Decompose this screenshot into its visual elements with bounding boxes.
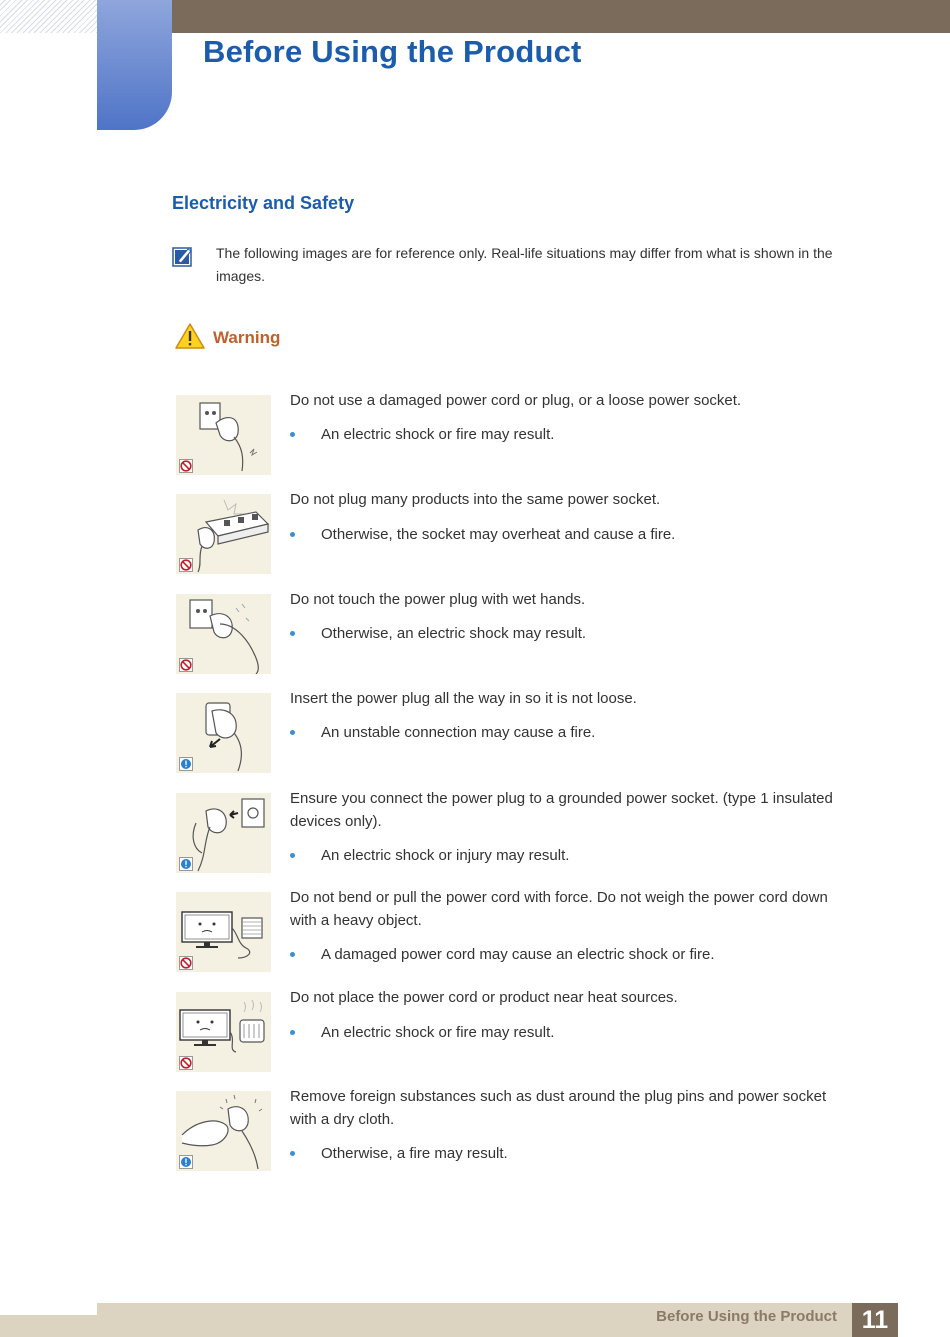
bullet-dot — [290, 631, 295, 636]
item-illustration — [176, 793, 271, 873]
item-text: Insert the power plug all the way in so it is not loose. — [290, 690, 637, 707]
safety-item — [176, 790, 876, 875]
warning-triangle-icon — [175, 323, 205, 349]
prohibited-icon — [179, 459, 193, 473]
note-text: The following images are for reference only. Real-life situations may differ from what is shown in the images. — [216, 245, 833, 284]
mandatory-icon — [179, 857, 193, 871]
item-illustration — [176, 1091, 271, 1171]
prohibited-icon — [179, 558, 193, 572]
item-text: Do not touch the power plug with wet hands. — [290, 591, 586, 608]
bullet-dot — [290, 952, 295, 957]
mandatory-icon — [179, 1155, 193, 1169]
footer-strip — [0, 1315, 97, 1337]
page-number: 11 — [852, 1303, 898, 1337]
bullet-text: Otherwise, the socket may overheat and cause a fire. — [321, 526, 676, 543]
header-hatch — [0, 0, 97, 33]
note-pencil-icon — [172, 245, 194, 267]
bullet-dot — [290, 853, 295, 858]
bullet-dot — [290, 1030, 295, 1035]
bullet-dot — [290, 532, 295, 537]
section-title: Electricity and Safety — [172, 193, 355, 213]
item-text: Do not use a damaged power cord or plug, or a loose power socket. — [290, 392, 742, 409]
safety-item — [176, 989, 876, 1074]
safety-item — [176, 491, 876, 576]
page-title: Before Using the Product — [203, 34, 582, 69]
bullet-text: An electric shock or fire may result. — [321, 1024, 555, 1041]
bullet-text: Otherwise, an electric shock may result. — [321, 625, 587, 642]
item-illustration — [176, 395, 271, 475]
item-bullet — [290, 943, 861, 966]
chapter-tab — [97, 0, 172, 130]
item-illustration — [176, 594, 271, 674]
item-text: Do not plug many products into the same power socket. — [290, 491, 661, 508]
bullet-text: An electric shock or fire may result. — [321, 426, 555, 443]
prohibited-icon — [179, 956, 193, 970]
prohibited-icon — [179, 658, 193, 672]
bullet-text: An electric shock or injury may result. — [321, 847, 570, 864]
safety-item — [176, 889, 876, 974]
item-bullet — [290, 423, 861, 446]
header-bar — [171, 0, 950, 33]
mandatory-icon — [179, 757, 193, 771]
item-bullet — [290, 844, 861, 867]
item-bullet — [290, 721, 861, 744]
item-illustration — [176, 494, 271, 574]
footer-chapter-label: Before Using the Product — [656, 1308, 837, 1325]
item-bullet — [290, 523, 861, 546]
safety-item — [176, 392, 876, 477]
safety-item — [176, 591, 876, 676]
safety-item — [176, 690, 876, 775]
bullet-dot — [290, 432, 295, 437]
item-illustration — [176, 892, 271, 972]
item-text: Remove foreign substances such as dust around the plug pins and power socket with a dry cloth. — [290, 1088, 827, 1128]
item-text: Ensure you connect the power plug to a grounded power socket. (type 1 insulated devices only). — [290, 790, 833, 830]
item-illustration — [176, 992, 271, 1072]
item-bullet — [290, 1021, 861, 1044]
bullet-dot — [290, 730, 295, 735]
item-text: Do not place the power cord or product near heat sources. — [290, 989, 678, 1006]
warning-label: Warning — [213, 328, 281, 347]
safety-item — [176, 1088, 876, 1173]
item-bullet — [290, 1142, 861, 1165]
bullet-dot — [290, 1151, 295, 1156]
bullet-text: Otherwise, a fire may result. — [321, 1145, 508, 1162]
prohibited-icon — [179, 1056, 193, 1070]
bullet-text: An unstable connection may cause a fire. — [321, 724, 596, 741]
item-illustration — [176, 693, 271, 773]
item-text: Do not bend or pull the power cord with force. Do not weigh the power cord down with a heavy object. — [290, 889, 828, 929]
item-bullet — [290, 622, 861, 645]
bullet-text: A damaged power cord may cause an electric shock or fire. — [321, 946, 715, 963]
